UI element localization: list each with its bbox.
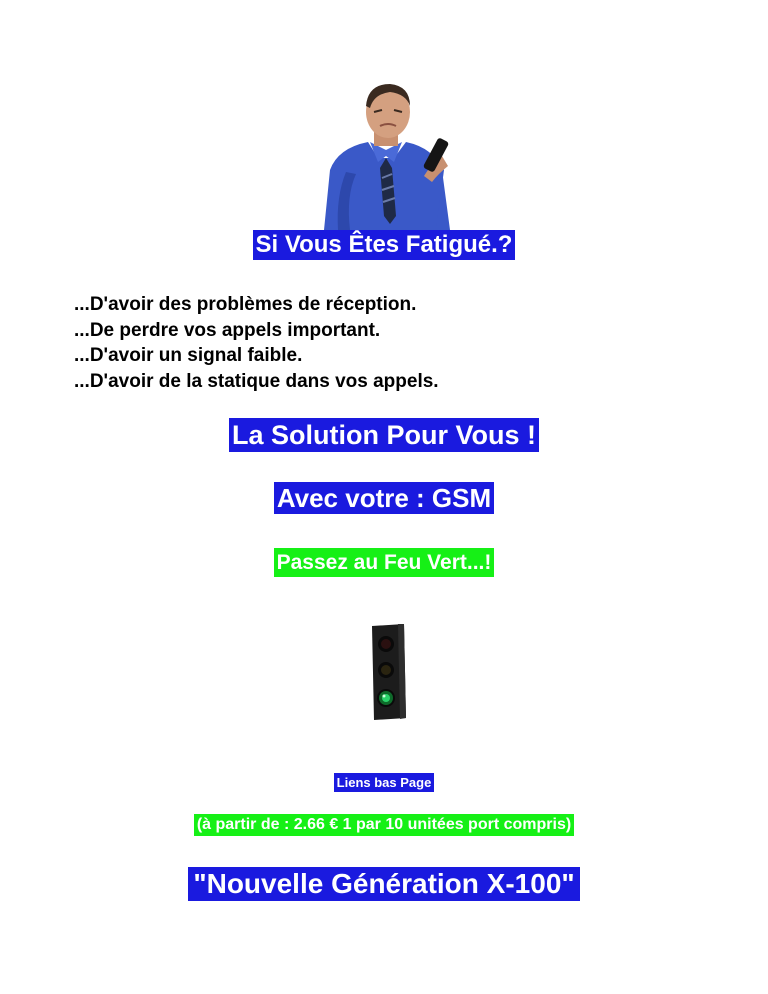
product-heading: "Nouvelle Génération X-100" bbox=[188, 867, 579, 901]
footer-links-link[interactable]: Liens bas Page bbox=[334, 773, 435, 792]
links-banner bbox=[0, 773, 768, 792]
gsm-banner bbox=[0, 482, 768, 514]
problem-list bbox=[74, 292, 439, 394]
problem-item: ...D'avoir un signal faible. bbox=[74, 345, 303, 366]
question-heading: Si Vous Êtes Fatigué.? bbox=[253, 230, 516, 260]
solution-heading: La Solution Pour Vous ! bbox=[229, 418, 539, 452]
product-banner bbox=[0, 867, 768, 901]
man-with-phone-image bbox=[316, 78, 456, 230]
feu-vert-banner bbox=[0, 548, 768, 577]
price-banner bbox=[0, 814, 768, 836]
price-text: (à partir de : 2.66 € 1 par 10 unitées port compris) bbox=[194, 814, 574, 836]
gsm-heading: Avec votre : GSM bbox=[274, 482, 494, 514]
traffic-light-image bbox=[368, 624, 408, 720]
problem-item: ...D'avoir des problèmes de réception. bbox=[74, 294, 417, 315]
problem-item: ...D'avoir de la statique dans vos appels. bbox=[74, 370, 439, 392]
problem-item: ...De perdre vos appels important. bbox=[74, 319, 381, 341]
solution-banner bbox=[0, 418, 768, 452]
question-banner bbox=[0, 230, 768, 260]
feu-vert-heading: Passez au Feu Vert...! bbox=[274, 548, 495, 577]
